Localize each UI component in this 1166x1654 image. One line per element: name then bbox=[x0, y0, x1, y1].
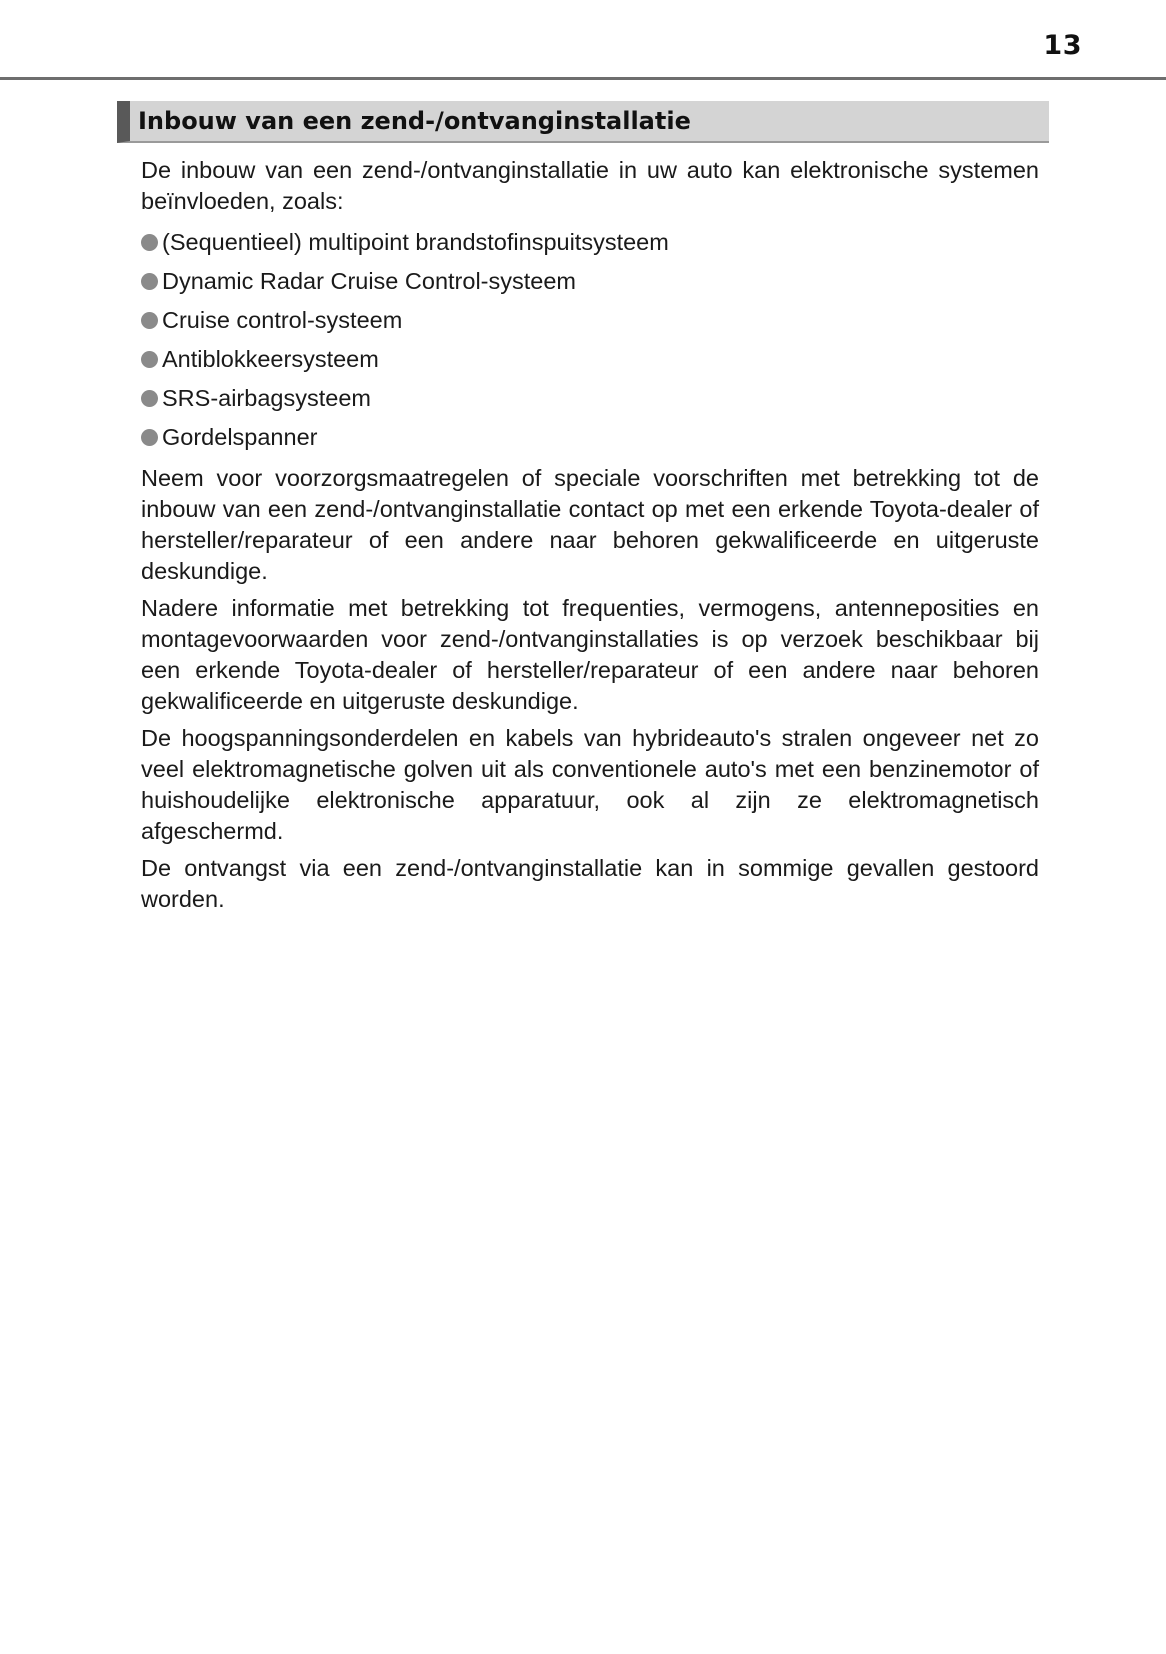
header-rule bbox=[0, 77, 1166, 80]
page-number: 13 bbox=[1043, 30, 1082, 61]
list-item bbox=[141, 340, 1039, 379]
list-item bbox=[141, 301, 1039, 340]
list-item-text: Cruise control-systeem bbox=[162, 307, 403, 333]
list-item-text: (Sequentieel) multipoint brandstofinspuitsysteem bbox=[162, 229, 669, 255]
bullet-dot-icon bbox=[141, 273, 158, 290]
list-item-text: Antiblokkeersysteem bbox=[162, 346, 379, 372]
bullet-dot-icon bbox=[141, 312, 158, 329]
list-item bbox=[141, 262, 1039, 301]
technical-info-paragraph: Nadere informatie met betrekking tot frequenties, vermogens, antenneposities en montagevoorwaarden voor zend-/ontvanginstallaties is op verzoek beschikbaar bij een erkende Toyota-dealer of hersteller/reparateur of een andere naar behoren gekwalificeerde en uitgeruste deskundige. bbox=[141, 595, 1039, 714]
section-heading: Inbouw van een zend-/ontvanginstallatie bbox=[138, 107, 691, 135]
list-item-text: Gordelspanner bbox=[162, 424, 318, 450]
bullet-dot-icon bbox=[141, 390, 158, 407]
bullet-dot-icon bbox=[141, 429, 158, 446]
bullet-dot-icon bbox=[141, 351, 158, 368]
list-item bbox=[141, 418, 1039, 457]
list-item-text: SRS-airbagsysteem bbox=[162, 385, 371, 411]
bullet-dot-icon bbox=[141, 234, 158, 251]
hybrid-emission-paragraph: De hoogspanningsonderdelen en kabels van hybrideauto's stralen ongeveer net zo veel elektromagnetische golven uit als conventionele auto's met een benzinemotor of huishoudelijke elektronische apparatuur, ook al zijn ze elektromagnetisch afgeschermd. bbox=[141, 725, 1039, 844]
affected-systems-list bbox=[141, 223, 1039, 457]
reception-paragraph: De ontvangst via een zend-/ontvanginstallatie kan in sommige gevallen gestoord worden. bbox=[141, 855, 1039, 912]
section-content bbox=[141, 155, 1039, 921]
intro-paragraph: De inbouw van een zend-/ontvanginstallatie in uw auto kan elektronische systemen beïnvloeden, zoals: bbox=[141, 157, 1039, 214]
list-item bbox=[141, 379, 1039, 418]
list-item-text: Dynamic Radar Cruise Control-systeem bbox=[162, 268, 576, 294]
list-item bbox=[141, 223, 1039, 262]
precautions-paragraph: Neem voor voorzorgsmaatregelen of speciale voorschriften met betrekking tot de inbouw van een zend-/ontvanginstallatie contact op met een erkende Toyota-dealer of hersteller/reparateur of een andere naar behoren gekwalificeerde en uitgeruste deskundige. bbox=[141, 465, 1039, 584]
section-heading-bar bbox=[117, 101, 1049, 143]
